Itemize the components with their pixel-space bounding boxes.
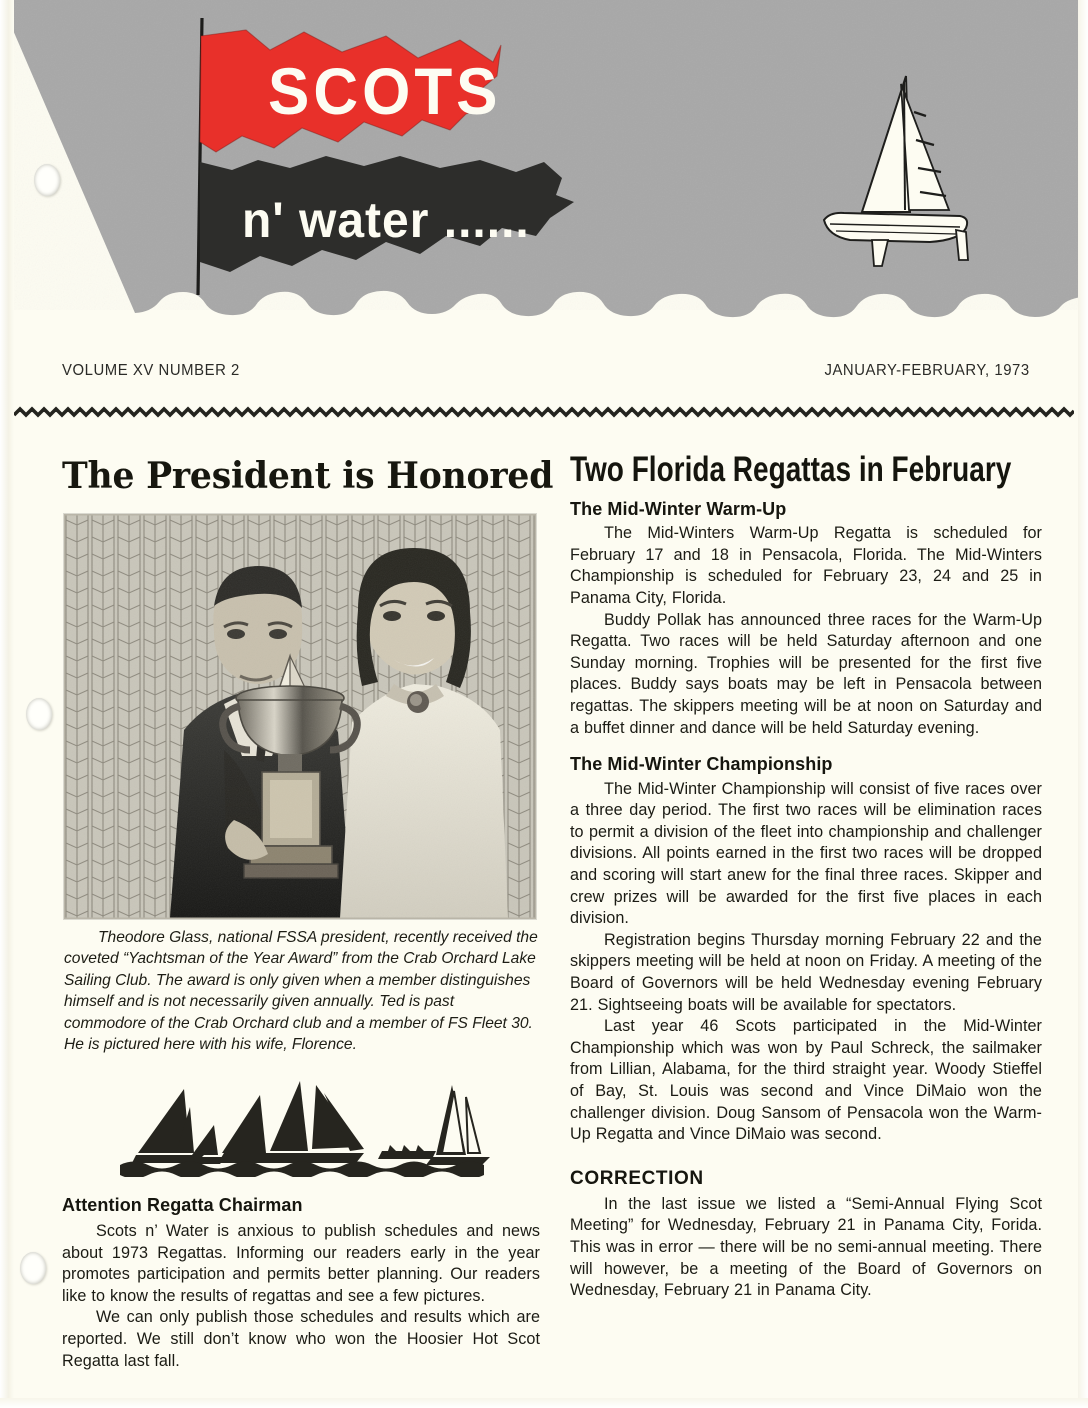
binder-punch-hole-top	[34, 164, 60, 196]
championship-paragraph-3: Last year 46 Scots participated in the Mid-Winter Championship which was won by Paul Schreck, the sailmaker from Lillian, Alabama, for the third straight year. Woody Stieffel of Bay, St. Louis was second and Vince DiMaio won the challenger division. Doug Sansom of Pensacola won the Warm-Up Regatta and Vince DiMaio was second.	[570, 1017, 1042, 1144]
warm-up-paragraph-1: The Mid-Winters Warm-Up Regatta is scheduled for February 17 and 18 in Pensacola, Florida. The Mid-Winters Championship is scheduled for February 23, 24 and 25 in Panama City, Florida.	[570, 524, 1042, 608]
pennant-flag-red-label: SCOTS	[268, 54, 502, 129]
regatta-paragraph-2: We can only publish those schedules and results which are reported. We still don’t know who won the Hoosier Hot Scot Regatta last fall.	[62, 1308, 540, 1370]
pennant-flag-red-icon	[200, 30, 502, 152]
right-headline: Two Florida Regattas in February	[570, 450, 1012, 489]
paper-bottom-edge	[0, 1398, 1088, 1408]
championship-paragraph-1: The Mid-Winter Championship will consist of five races over a three day period. The first two races will be elimination races to permit a division of the fleet into championship and challenger divisions. All points earned in the first two races will be dropped and scoring will start anew for the final three races. Skipper and crew prizes will be awarded for the first five places in each division.	[570, 779, 1042, 928]
binder-punch-hole-bottom	[20, 1252, 46, 1284]
photo-caption: Theodore Glass, national FSSA president, recently received the coveted “Yachtsman of the Year Award” from the Crab Orchard Lake Sailing Club. The award is only given when a member distinguishes himself and is not necessarily given annually. Ted is past commodore of the Crab Orchard club and a member of FS Fleet 30. He is pictured here with his wife, Florence.	[64, 929, 538, 1054]
right-column	[570, 452, 1042, 1302]
binder-punch-hole-middle	[26, 698, 52, 730]
president-award-photo	[64, 514, 536, 919]
championship-heading: The Mid-Winter Championship	[570, 754, 833, 775]
issue-line	[0, 340, 1088, 412]
pennant-logo	[150, 10, 710, 300]
paper-left-edge	[0, 0, 14, 1408]
correction-paragraph-1: In the last issue we listed a “Semi-Annual Flying Scot Meeting” for Wednesday, February 21 in Panama City, Forida. This was in error — there will be no semi-annual meeting. There will however, be a meeting of the Board of Governors on Wednesday, February 21 in Panama City.	[570, 1194, 1042, 1300]
issue-date: JANUARY-FEBRUARY, 1973	[824, 362, 1030, 379]
sailboat-illustration-icon	[810, 70, 990, 285]
warm-up-heading: The Mid-Winter Warm-Up	[570, 498, 787, 519]
regatta-paragraph-1: Scots n’ Water is anxious to publish schedules and news about 1973 Regattas. Informing our readers early in the year promotes participation and permits better planning. Our readers like to know the results of regattas and see a few pictures.	[62, 1221, 540, 1305]
correction-heading: CORRECTION	[570, 1167, 704, 1189]
zigzag-divider	[14, 406, 1074, 418]
paper-right-edge	[1078, 0, 1088, 1408]
left-headline: The President is Honored	[62, 455, 554, 497]
left-column	[62, 455, 554, 1372]
attention-regatta-chairman-heading: Attention Regatta Chairman	[62, 1195, 303, 1216]
sailboat-fleet-silhouette-icon	[64, 1077, 534, 1177]
volume-number: VOLUME XV NUMBER 2	[62, 362, 240, 379]
pennant-flag-black-label: n' water ......	[242, 191, 530, 249]
warm-up-paragraph-2: Buddy Pollak has announced three races for the Warm-Up Regatta. Two races will be held Saturday afternoon and one Sunday morning. Trophies will be presented for the first five places. Buddy says boats may be left in Pensacola between regattas. The skippers meeting will be at noon on Saturday and a buffet dinner and dance will be held Saturday evening.	[570, 610, 1042, 737]
championship-paragraph-2: Registration begins Thursday morning February 22 and the skippers meeting will be held at noon on Friday. A meeting of the Board of Governors will be held Wednesday evening February 21. Sightseeing boats will be available for spectators.	[570, 930, 1042, 1014]
article-columns	[0, 430, 1088, 1390]
pennant-flag-black-icon	[200, 156, 574, 272]
masthead	[0, 0, 1088, 340]
